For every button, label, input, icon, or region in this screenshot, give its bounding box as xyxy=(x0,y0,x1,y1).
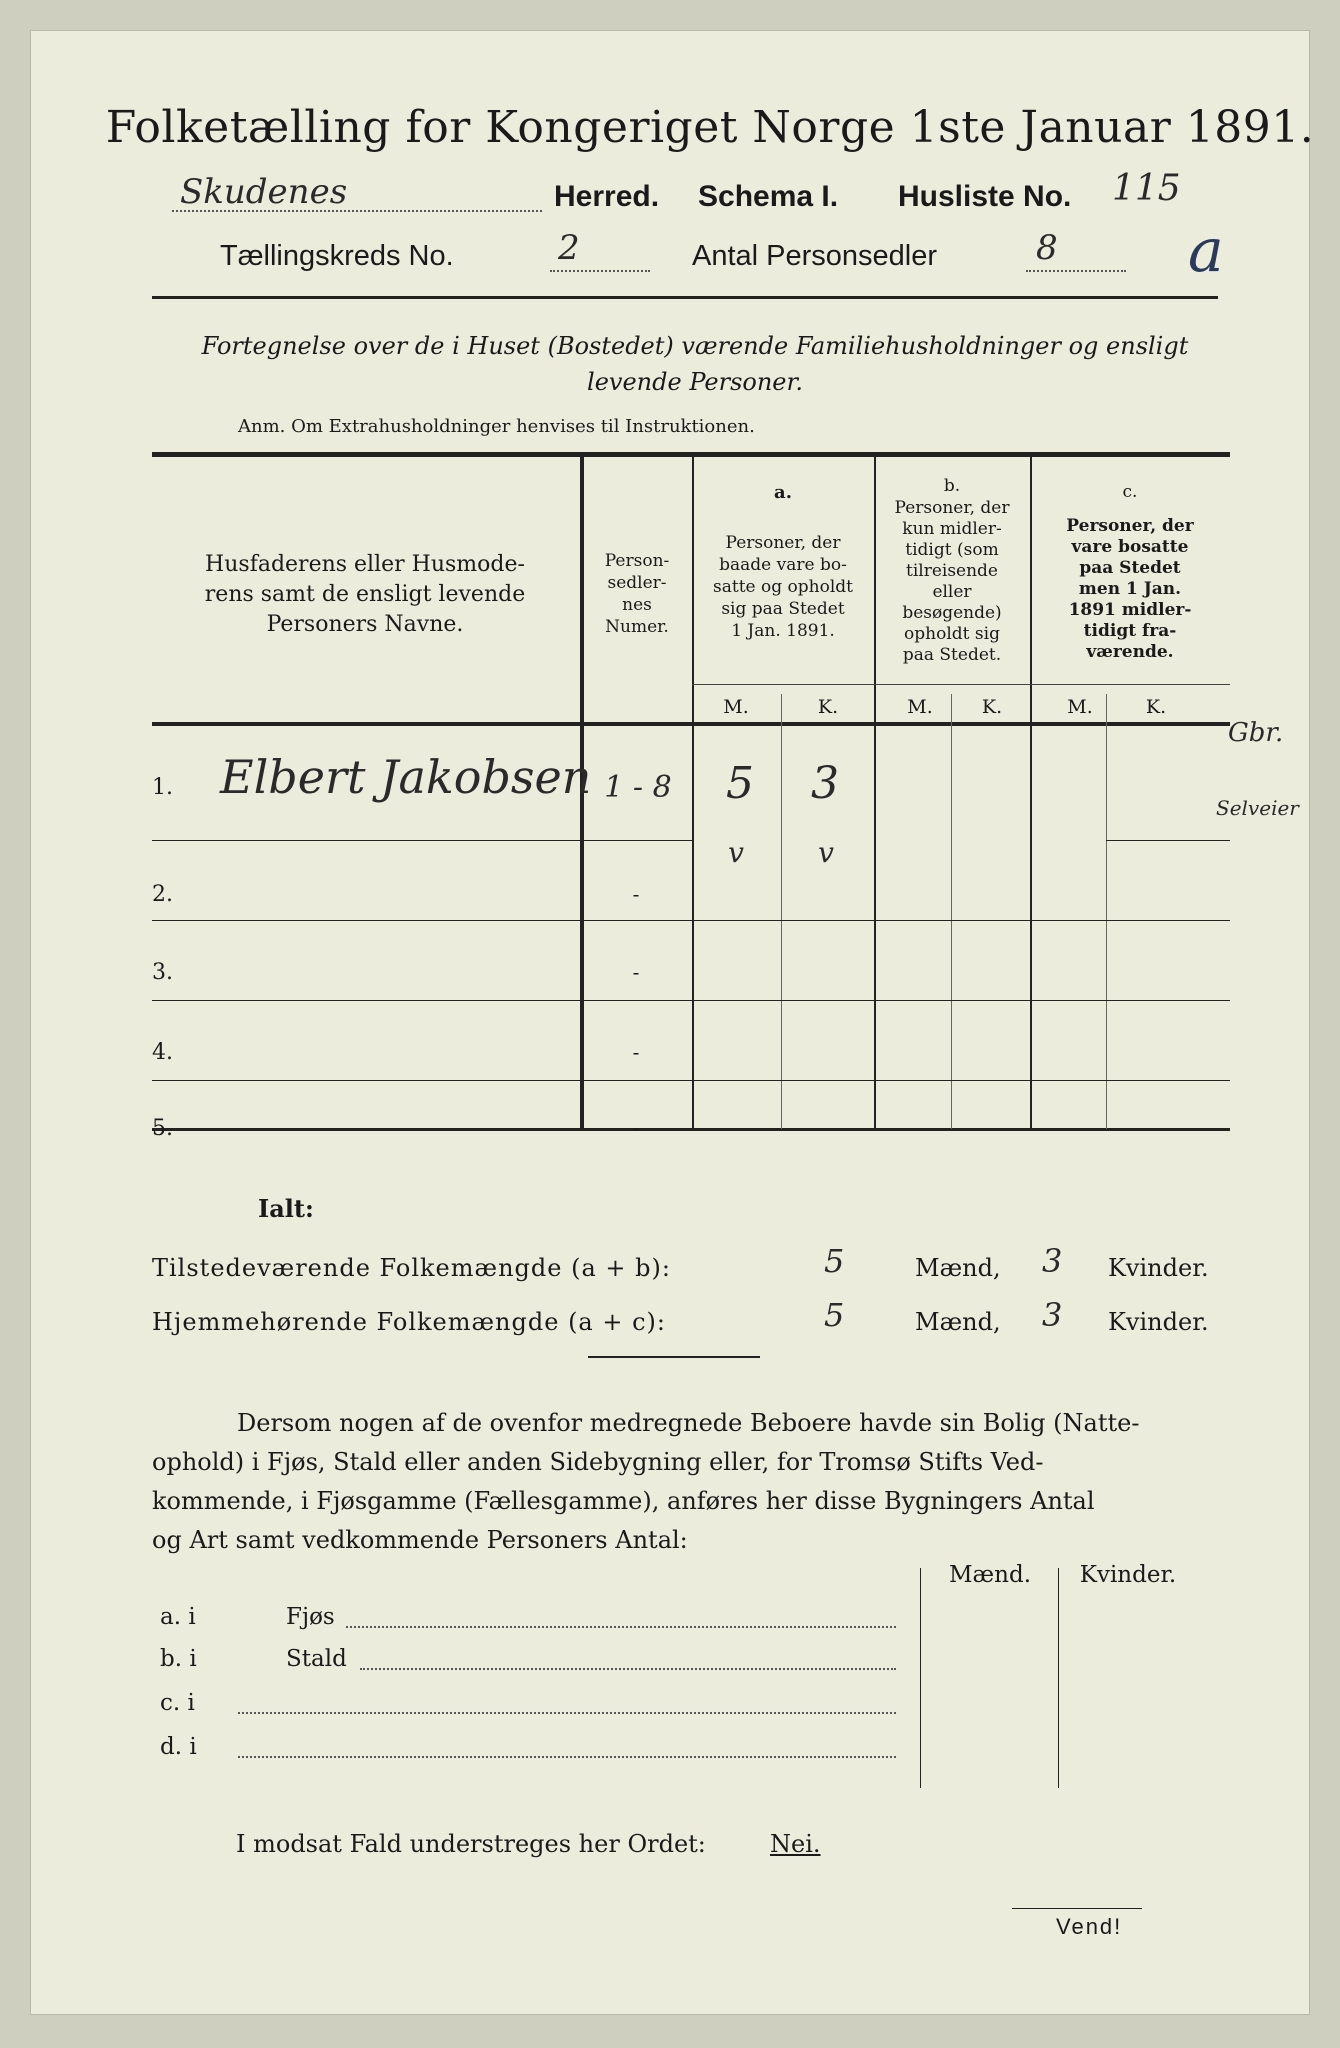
hjemme-maend-value: 5 xyxy=(824,1296,845,1334)
row-1-check-m: v xyxy=(728,836,744,869)
row-2-number: 2. xyxy=(152,882,173,907)
herred-label: Herred. xyxy=(554,180,660,213)
header-c-text: Personer, der vare bosatte paa Stedet men 1 Jan. 1891 midler- tidigt fra- værende. xyxy=(1066,516,1194,662)
hjemme-kvinder-value: 3 xyxy=(1042,1296,1063,1334)
building-row-a-text: Fjøs xyxy=(286,1604,335,1630)
row-1-a-k: 3 xyxy=(811,758,839,809)
row-5-person-numbers: - xyxy=(632,1116,640,1140)
a-m-label: M. xyxy=(723,696,749,718)
row-4-number: 4. xyxy=(152,1040,173,1065)
hjemme-maend-label: Mænd, xyxy=(915,1308,1001,1336)
b-k-label: K. xyxy=(981,696,1003,718)
margin-note-selveier: Selveier xyxy=(1216,796,1299,820)
anm-note: Anm. Om Extrahusholdninger henvises til Instruktionen. xyxy=(238,416,755,437)
row-1-name: Elbert Jakobsen xyxy=(220,750,592,804)
row-1-check-k: v xyxy=(818,836,834,869)
buildings-kvinder-header: Kvinder. xyxy=(1079,1562,1177,1588)
ialt-label: Ialt: xyxy=(258,1194,314,1223)
buildings-paragraph: Dersom nogen af de ovenfor medregnede Beboere havde sin Bolig (Natte- ophold) i Fjøs, Stald eller anden Sidebygning eller, for Tromsø Stifts Ved- kommende, i Fjøsgamme (Fællesgamme), anføres her disse Bygningers Antal og Art samt vedkommende Personers Antal: xyxy=(152,1409,1140,1554)
tilstede-maend-value: 5 xyxy=(824,1242,845,1280)
row-1-a-m: 5 xyxy=(726,758,754,809)
antal-value: 8 xyxy=(1036,228,1058,268)
schema-label: Schema I. xyxy=(698,180,839,213)
header-a-letter: a. xyxy=(774,482,792,503)
modsat-fald-label: I modsat Fald understreges her Ordet: xyxy=(236,1830,706,1858)
intro-line-1: Fortegnelse over de i Huset (Bostedet) værende Familiehusholdninger og ensligt xyxy=(201,332,1189,360)
header-c-letter: c. xyxy=(1122,482,1138,502)
tilstede-label: Tilstedeværende Folkemængde (a + b): xyxy=(152,1254,671,1282)
row-2-person-numbers: - xyxy=(632,882,640,906)
b-m-label: M. xyxy=(907,696,933,718)
herred-value: Skudenes xyxy=(180,172,348,212)
intro-line-2: levende Personer. xyxy=(587,368,803,396)
building-row-b-text: Stald xyxy=(286,1646,347,1672)
tilstede-kvinder-value: 3 xyxy=(1042,1242,1063,1280)
row-3-person-numbers: - xyxy=(632,960,640,984)
header-name-column: Husfaderens eller Husmode- rens samt de ensligt levende Personers Navne. xyxy=(204,552,526,637)
c-k-label: K. xyxy=(1145,696,1167,718)
husliste-label: Husliste No. xyxy=(898,180,1072,213)
corner-mark: a xyxy=(1188,216,1224,286)
tilstede-kvinder-label: Kvinder. xyxy=(1108,1254,1209,1282)
row-1-number: 1. xyxy=(152,775,173,800)
nei-word: Nei. xyxy=(770,1830,821,1858)
vend-label: Vend! xyxy=(1056,1914,1123,1939)
building-row-d-label: d. i xyxy=(160,1734,197,1760)
row-3-number: 3. xyxy=(152,960,173,985)
tilstede-maend-label: Mænd, xyxy=(915,1254,1001,1282)
c-m-label: M. xyxy=(1067,696,1093,718)
row-1-person-numbers: 1 - 8 xyxy=(604,770,672,805)
building-row-a-label: a. i xyxy=(160,1604,196,1630)
form-title: Folketælling for Kongeriget Norge 1ste Januar 1891. xyxy=(105,102,1315,153)
header-b-text: Personer, der kun midler- tidigt (som tilreisende eller besøgende) opholdt sig paa Stedet. xyxy=(894,498,1010,665)
antal-label: Antal Personsedler xyxy=(692,240,938,272)
row-5-number: 5. xyxy=(152,1116,173,1141)
buildings-maend-header: Mænd. xyxy=(948,1562,1032,1588)
row-4-person-numbers: - xyxy=(632,1040,640,1064)
census-form-sheet xyxy=(30,30,1315,2015)
building-row-b-label: b. i xyxy=(160,1646,197,1672)
header-b-letter: b. xyxy=(943,476,961,496)
kreds-label: Tællingskreds No. xyxy=(220,240,454,272)
kreds-value: 2 xyxy=(558,228,580,268)
a-k-label: K. xyxy=(817,696,839,718)
header-number-column: Person- sedler- nes Numer. xyxy=(604,551,670,637)
hjemme-label: Hjemmehørende Folkemængde (a + c): xyxy=(152,1308,666,1336)
margin-note-gbr: Gbr. xyxy=(1228,718,1284,748)
husliste-value: 115 xyxy=(1112,168,1181,209)
building-row-c-label: c. i xyxy=(160,1690,195,1716)
header-a-text: Personer, der baade vare bo- satte og opholdt sig paa Stedet 1 Jan. 1891. xyxy=(713,533,853,641)
hjemme-kvinder-label: Kvinder. xyxy=(1108,1308,1209,1336)
